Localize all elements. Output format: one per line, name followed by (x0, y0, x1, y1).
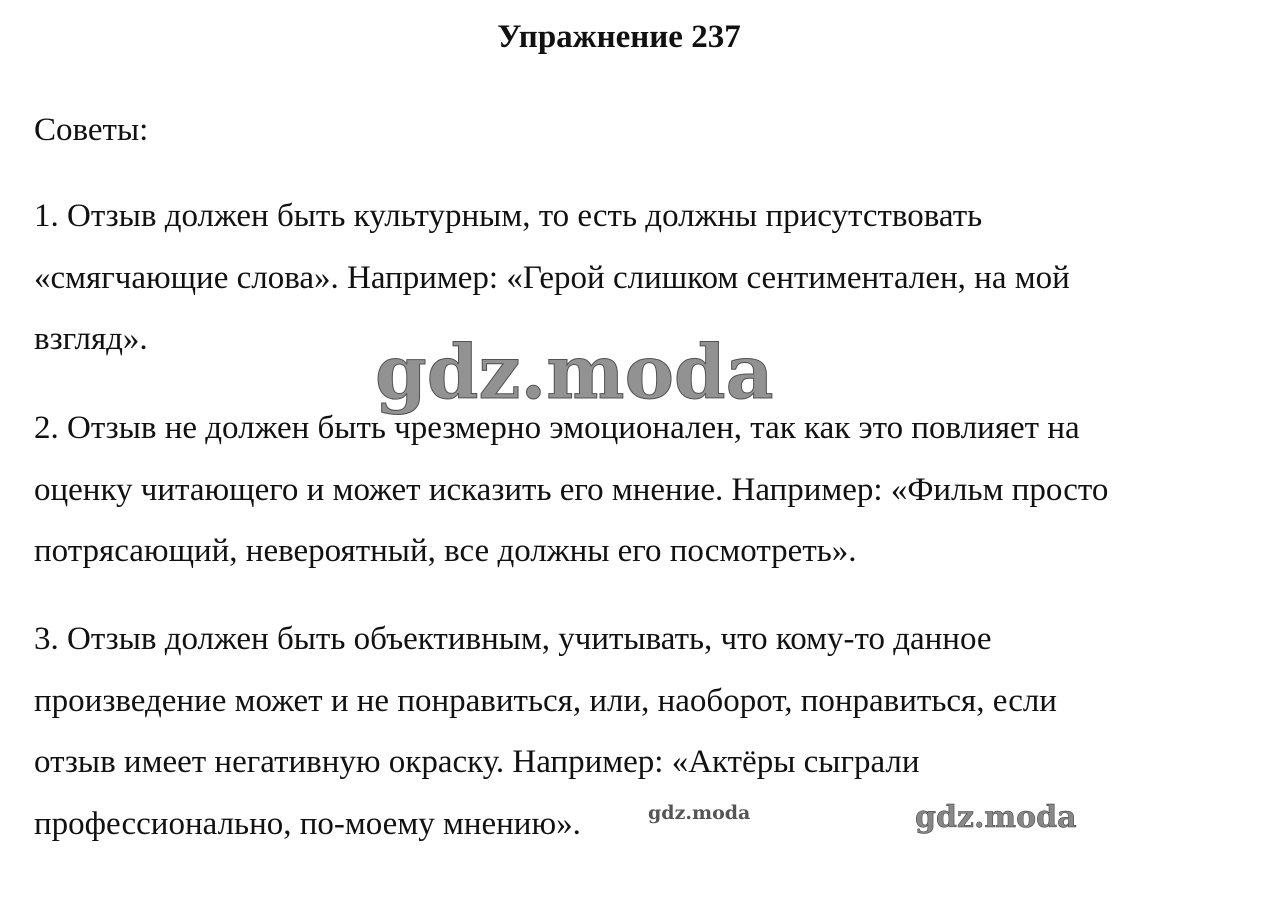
paragraph-line: 2. Отзыв не должен быть чрезмерно эмоционален, так как это повлияет на (34, 410, 1080, 446)
paragraph-line: «смягчающие слова». Например: «Герой слишком сентиментален, на мой (34, 259, 1070, 296)
watermark-small: gdz.moda (648, 802, 751, 824)
paragraph-line: 1. Отзыв должен быть культурным, то есть должны присутствовать (34, 198, 983, 234)
paragraph-line: потрясающий, невероятный, все должны его посмотреть». (34, 533, 857, 569)
paragraph-line: взгляд». (34, 321, 148, 357)
paragraph-line: 3. Отзыв должен быть объективным, учитывать, что кому-то данное (34, 621, 992, 657)
watermark-large: gdz.moda (375, 330, 774, 416)
paragraph-line: произведение может и не понравиться, или, наоборот, понравиться, если (34, 682, 1057, 719)
advice-paragraph-1 (34, 186, 1234, 371)
watermark-medium: gdz.moda (915, 800, 1077, 835)
paragraph-line: оценку читающего и может исказить его мнение. Например: «Фильм просто (34, 471, 1109, 508)
paragraph-line: профессионально, по-моему мнению». (34, 805, 581, 842)
exercise-title: Упражнение 237 (497, 19, 741, 55)
advice-paragraph-3 (34, 609, 1234, 855)
paragraph-line: отзыв имеет негативную окраску. Например: «Актёры сыграли (34, 744, 920, 780)
advice-heading: Советы: (34, 112, 149, 148)
advice-paragraph-2 (34, 398, 1234, 583)
